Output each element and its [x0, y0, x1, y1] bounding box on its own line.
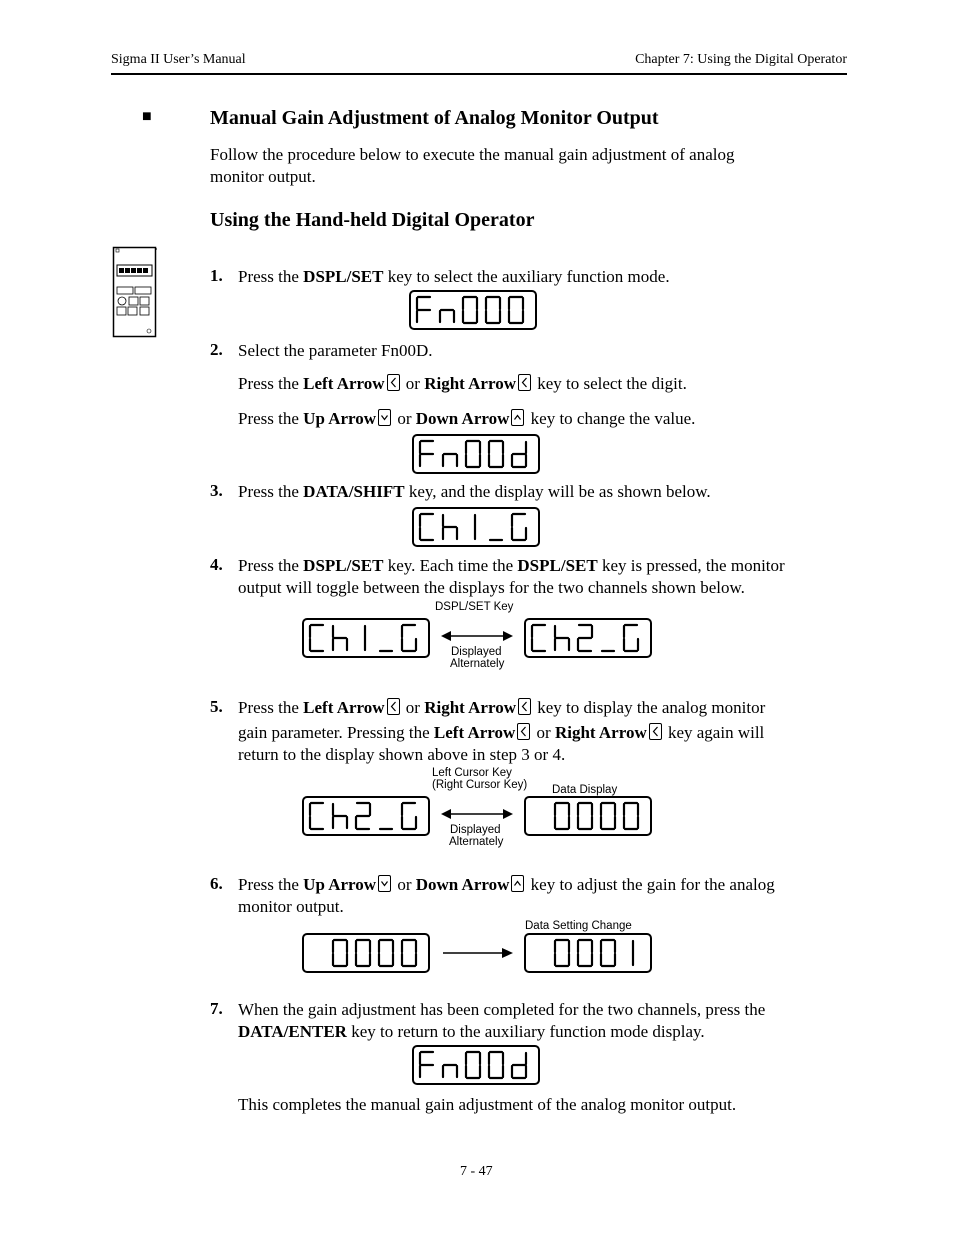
- step-4-number: 4.: [210, 555, 223, 574]
- displayed-caption: Displayed: [451, 646, 502, 658]
- hand-held-operator-icon: [112, 246, 158, 344]
- step-5-number: 5.: [210, 697, 223, 716]
- subsection-title: Using the Hand-held Digital Operator: [210, 209, 535, 231]
- display-fn00d-final: [412, 1045, 540, 1085]
- step-3-number: 3.: [210, 481, 223, 500]
- page-number: 7 - 47: [460, 1164, 493, 1179]
- closing-text: This completes the manual gain adjustment of the analog monitor output.: [238, 1095, 737, 1114]
- display-ch1-g-alt: [302, 618, 430, 658]
- down-arrow-key-icon: [511, 875, 524, 892]
- step-6-number: 6.: [210, 874, 223, 893]
- intro-line-1: Follow the procedure below to execute the manual gain adjustment of analog: [210, 145, 735, 164]
- step-7-number: 7.: [210, 999, 223, 1018]
- down-arrow-key-icon: [511, 409, 524, 426]
- step-5-text-line-2: gain parameter. Pressing the Left Arrow or Right Arrow key again will: [238, 723, 765, 742]
- step-4-text: Press the DSPL/SET key. Each time the DSPL/SET key is pressed, the monitor: [238, 556, 785, 575]
- data-setting-change-caption: Data Setting Change: [525, 920, 632, 932]
- right-cursor-key-caption: (Right Cursor Key): [432, 779, 528, 791]
- step-1-number: 1.: [210, 266, 223, 285]
- display-ch2-g-alt: [302, 796, 430, 836]
- left-arrow-key-icon: [517, 723, 530, 740]
- step-1-text: Press the DSPL/SET key to select the auxiliary function mode.: [238, 267, 670, 286]
- step-2-number: 2.: [210, 340, 223, 359]
- running-header-left: Sigma II User’s Manual: [111, 52, 246, 67]
- display-0000-before: [302, 933, 430, 973]
- display-fn00d: [412, 434, 540, 474]
- intro-line-2: monitor output.: [210, 167, 316, 186]
- running-header-right: Chapter 7: Using the Digital Operator: [635, 52, 847, 67]
- step-5-text: Press the Left Arrow or Right Arrow key to display the analog monitor: [238, 698, 766, 717]
- display-0001: [524, 933, 652, 973]
- step-6-text: Press the Up Arrow or Down Arrow key to adjust the gain for the analog: [238, 875, 775, 894]
- step-2-value-change: Press the Up Arrow or Down Arrow key to change the value.: [238, 409, 696, 428]
- right-arrow-key-icon: [518, 374, 531, 391]
- step-7-text: When the gain adjustment has been completed for the two channels, press the: [238, 1000, 766, 1019]
- dspl-set-key-label: DSPL/SET: [303, 267, 384, 286]
- right-arrow-key-icon: [518, 698, 531, 715]
- step-6-text-line-2: monitor output.: [238, 897, 344, 916]
- display-ch2-g: [524, 618, 652, 658]
- left-arrow-key-icon: [387, 698, 400, 715]
- up-arrow-key-icon: [378, 409, 391, 426]
- display-0000: [524, 796, 652, 836]
- alternately-caption: Alternately: [450, 658, 505, 670]
- display-ch1-g: [412, 507, 540, 547]
- data-enter-key-label: DATA/ENTER: [238, 1022, 347, 1041]
- step-3-text: Press the DATA/SHIFT key, and the display will be as shown below.: [238, 482, 711, 501]
- step-5-text-line-3: return to the display shown above in step 3 or 4.: [238, 745, 566, 764]
- dspl-set-key-caption: DSPL/SET Key: [435, 601, 514, 613]
- up-arrow-key-icon: [378, 875, 391, 892]
- right-arrow-key-icon: [649, 723, 662, 740]
- data-display-caption: Data Display: [552, 784, 618, 796]
- alternately-caption: Alternately: [449, 836, 504, 848]
- section-bullet: ■: [142, 108, 152, 125]
- left-arrow-key-icon: [387, 374, 400, 391]
- step-2-digit-select: Press the Left Arrow or Right Arrow key to select the digit.: [238, 374, 687, 393]
- section-title: Manual Gain Adjustment of Analog Monitor Output: [210, 107, 659, 129]
- data-shift-key-label: DATA/SHIFT: [303, 482, 405, 501]
- step-4-text-line-2: output will toggle between the displays for the two channels shown below.: [238, 578, 745, 597]
- displayed-caption: Displayed: [450, 824, 501, 836]
- left-cursor-key-caption: Left Cursor Key: [432, 767, 512, 779]
- step-7-text-line-2: DATA/ENTER key to return to the auxiliary function mode display.: [238, 1022, 705, 1041]
- step-2-text: Select the parameter Fn00D.: [238, 341, 433, 360]
- display-fn000: [409, 290, 537, 330]
- right-arrow-icon: [443, 946, 513, 965]
- header-rule: [111, 73, 847, 75]
